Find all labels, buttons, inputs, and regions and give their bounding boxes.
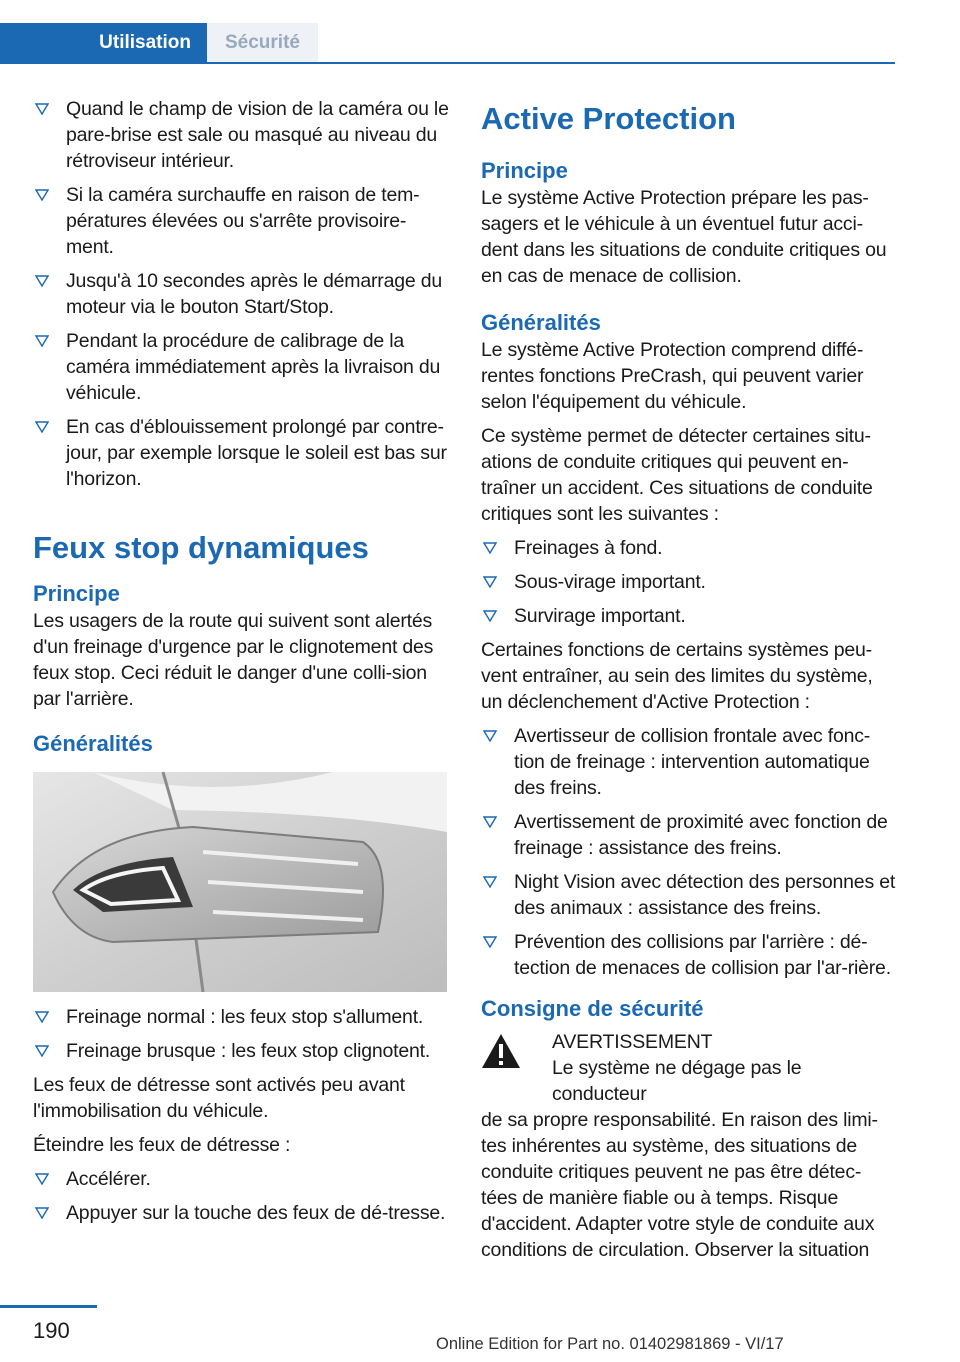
principe-text: Le système Active Protection prépare les pas-sagers et le véhicule à un éventuel futur acci-dent dans les situations de conduite critiques ou en cas de menace de collision. bbox=[481, 187, 887, 287]
list-item: En cas d'éblouissement prolongé par contre-jour, par exemple lorsque le soleil est bas sur l'horizon. bbox=[33, 414, 451, 492]
bullet-triangle-icon bbox=[483, 542, 497, 554]
list-item: Jusqu'à 10 secondes après le démarrage du moteur via le bouton Start/Stop. bbox=[33, 268, 451, 320]
hazard-off-list bbox=[33, 1166, 451, 1226]
list-item: Freinage brusque : les feux stop clignotent. bbox=[33, 1038, 451, 1064]
bullet-triangle-icon bbox=[483, 936, 497, 948]
section-heading-generalites: Généralités bbox=[481, 310, 601, 335]
list-item: Si la caméra surchauffe en raison de tem-pératures élevées ou s'arrête provisoire-ment. bbox=[33, 182, 451, 260]
bullet-triangle-icon bbox=[35, 1045, 49, 1057]
bullet-triangle-icon bbox=[35, 103, 49, 115]
hazard-off-text: Éteindre les feux de détresse : bbox=[33, 1134, 291, 1156]
list-item: Accélérer. bbox=[33, 1166, 451, 1192]
hazard-text: Les feux de détresse sont activés peu avant l'immobilisation du véhicule. bbox=[33, 1074, 405, 1122]
list-item: Appuyer sur la touche des feux de dé-tresse. bbox=[33, 1200, 451, 1226]
chapter-title: Active Protection bbox=[481, 101, 736, 136]
tab-securite[interactable]: Sécurité bbox=[207, 23, 318, 62]
list-item: Night Vision avec détection des personnes et des animaux : assistance des freins. bbox=[481, 869, 897, 921]
page-number: 190 bbox=[33, 1318, 70, 1343]
brake-light-list bbox=[33, 1004, 451, 1064]
list-item: Pendant la procédure de calibrage de la caméra immédiatement après la livraison du véhicule. bbox=[33, 328, 451, 406]
generalites-text: Le système Active Protection comprend diffé-rentes fonctions PreCrash, qui peuvent varier selon l'équipement du véhicule. bbox=[481, 339, 864, 413]
bullet-triangle-icon bbox=[35, 189, 49, 201]
right-column bbox=[481, 101, 897, 1271]
list-item: Freinage normal : les feux stop s'allument. bbox=[33, 1004, 451, 1030]
warning-label: AVERTISSEMENT bbox=[552, 1031, 713, 1053]
list-item: Survirage important. bbox=[481, 603, 897, 629]
list-item: Prévention des collisions par l'arrière : dé-tection de menaces de collision par l'ar-rière. bbox=[481, 929, 897, 981]
section-heading-generalites: Généralités bbox=[33, 731, 153, 756]
bullet-triangle-icon bbox=[483, 576, 497, 588]
bullet-triangle-icon bbox=[35, 1011, 49, 1023]
tail-light-image bbox=[33, 772, 447, 992]
section-tabs bbox=[0, 23, 895, 64]
edition-note: Online Edition for Part no. 01402981869 - VI/17 bbox=[436, 1335, 784, 1353]
section-heading-safety: Consigne de sécurité bbox=[481, 996, 704, 1021]
bullet-triangle-icon bbox=[483, 876, 497, 888]
warning-triangle-icon bbox=[481, 1033, 521, 1069]
bullet-triangle-icon bbox=[483, 610, 497, 622]
systems-text: Certaines fonctions de certains systèmes peu-vent entraîner, au sein des limites du système, un déclenchement d'Active Protection : bbox=[481, 639, 873, 713]
bullet-triangle-icon bbox=[35, 1173, 49, 1185]
camera-limit-list bbox=[33, 96, 451, 492]
bullet-triangle-icon bbox=[35, 421, 49, 433]
list-item: Avertisseur de collision frontale avec fonc-tion de freinage : intervention automatique des freins. bbox=[481, 723, 897, 801]
bullet-triangle-icon bbox=[483, 730, 497, 742]
bullet-triangle-icon bbox=[35, 275, 49, 287]
bullet-triangle-icon bbox=[35, 335, 49, 347]
left-column bbox=[33, 96, 451, 1234]
bullet-triangle-icon bbox=[35, 1207, 49, 1219]
critical-situations-list bbox=[481, 535, 897, 629]
list-item: Quand le champ de vision de la caméra ou le pare-brise est sale ou masqué au niveau du rétroviseur intérieur. bbox=[33, 96, 451, 174]
section-heading-principe: Principe bbox=[33, 581, 120, 606]
list-item: Sous-virage important. bbox=[481, 569, 897, 595]
list-item: Freinages à fond. bbox=[481, 535, 897, 561]
bullet-triangle-icon bbox=[483, 816, 497, 828]
warning-first-line: Le système ne dégage pas le conducteur bbox=[552, 1057, 802, 1105]
generalites-text: Ce système permet de détecter certaines situ-ations de conduite critiques qui peuvent en-traîner un accident. Ces situations de conduite critiques sont les suivantes : bbox=[481, 425, 873, 525]
footer-rule bbox=[0, 1305, 97, 1308]
chapter-title: Feux stop dynamiques bbox=[33, 530, 369, 565]
list-item: Avertissement de proximité avec fonction de freinage : assistance des freins. bbox=[481, 809, 897, 861]
warning-text: de sa propre responsabilité. En raison des limi-tes inhérentes au système, des situations de conduite critiques peuvent ne pas être détec-tées de manière fiable ou à temps. Risque d'accident. Adapter votre style de conduite aux conditions de circulation. Observer la situation bbox=[481, 1109, 878, 1261]
section-heading-principe: Principe bbox=[481, 158, 568, 183]
warning-block bbox=[481, 1029, 897, 1107]
tab-utilisation[interactable]: Utilisation bbox=[0, 23, 207, 62]
systems-list bbox=[481, 723, 897, 981]
principe-text: Les usagers de la route qui suivent sont alertés d'un freinage d'urgence par le clignotement des feux stop. Ceci réduit le danger d'une colli-sion par l'arrière. bbox=[33, 610, 434, 710]
